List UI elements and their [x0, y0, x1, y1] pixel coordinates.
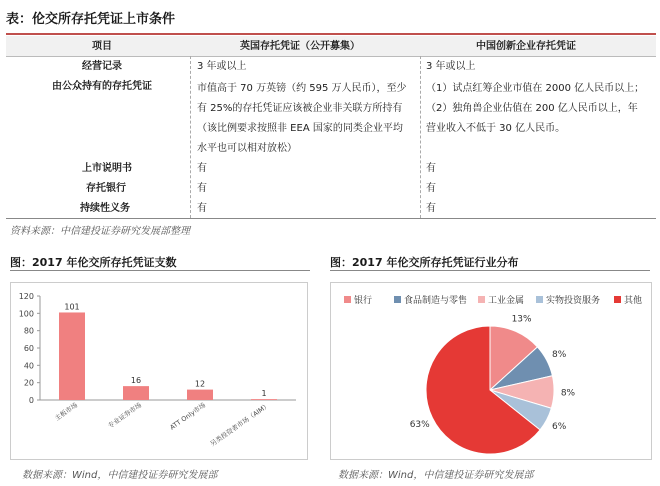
bar-chart-title: 图：2017 年伦交所存托凭证支数	[10, 256, 177, 269]
y-tick-label: 40	[23, 361, 34, 371]
row-uk-value: 3 年或以上	[197, 61, 247, 72]
row-cn-value: 有	[426, 183, 436, 194]
row-label: 由公众持有的存托凭证	[52, 81, 152, 92]
legend-swatch	[536, 296, 543, 303]
column-divider	[420, 56, 422, 218]
bar-value-label: 12	[194, 379, 206, 389]
bar-chart-source: 数据来源：Wind，中信建投证券研究发展部	[22, 470, 218, 481]
row-cn-value: 有	[426, 163, 436, 174]
pie-slice-label: 8%	[552, 349, 567, 360]
row-uk-value: 有	[197, 203, 207, 214]
bar	[251, 399, 277, 400]
legend-label: 其他	[624, 296, 643, 306]
y-tick-label: 80	[23, 326, 34, 336]
row-uk-value: （该比例要求按照非 EEA 国家的同类企业平均	[197, 123, 403, 134]
pie-chart-title: 图：2017 年伦交所存托凭证行业分布	[330, 256, 519, 269]
header-uk: 英国存托凭证（公开募集）	[240, 41, 360, 52]
row-cn-value: 3 年或以上	[426, 61, 476, 72]
legend-swatch	[344, 296, 351, 303]
pie-chart-title-rule	[330, 270, 650, 271]
pie-chart	[330, 282, 650, 458]
header-item: 项目	[92, 41, 112, 52]
bar	[123, 386, 149, 400]
y-tick-label: 20	[23, 378, 34, 388]
x-tick-label: ATT Only市场	[168, 401, 208, 432]
row-cn-value: （2）独角兽企业估值在 200 亿人民币以上，年	[426, 103, 638, 114]
legend-label: 工业金属	[488, 296, 525, 306]
y-tick-label: 0	[28, 396, 34, 405]
y-tick-label: 100	[18, 309, 34, 319]
y-tick-label: 120	[18, 292, 34, 301]
legend-swatch	[614, 296, 621, 303]
bar	[59, 312, 85, 400]
pie-slice-label: 63%	[409, 419, 430, 430]
row-cn-value: 有	[426, 203, 436, 214]
legend-label: 食品制造与零售	[404, 296, 468, 306]
bar-value-label: 1	[261, 389, 267, 399]
row-label: 持续性义务	[80, 203, 130, 214]
pie-slice-label: 13%	[511, 314, 532, 325]
legend-label: 银行	[354, 296, 373, 306]
table-top-rule	[6, 33, 656, 35]
row-label: 上市说明书	[82, 163, 132, 174]
row-uk-value: 水平也可以相对放松）	[197, 143, 297, 154]
row-uk-value: 有 25%的存托凭证应该被企业非关联方所持有	[197, 103, 403, 114]
column-divider	[190, 56, 192, 218]
x-tick-label: 专业证券市场	[106, 401, 144, 431]
row-uk-value: 有	[197, 183, 207, 194]
bar	[187, 390, 213, 400]
pie-slice-label: 6%	[552, 422, 567, 433]
table-bottom-rule	[6, 218, 656, 219]
legend-label: 实物投资服务	[546, 296, 601, 306]
row-cn-value: 营业收入不低于 30 亿人民币。	[426, 123, 566, 134]
legend-swatch	[478, 296, 485, 303]
table-source: 资料来源：中信建投证券研究发展部整理	[10, 226, 190, 237]
pie-slice-label: 8%	[560, 388, 576, 399]
x-tick-label: 主板市场	[53, 401, 80, 423]
y-tick-label: 60	[23, 344, 34, 353]
row-cn-value: （1）试点红筹企业市值在 2000 亿人民币以上；	[426, 83, 645, 94]
bar-value-label: 101	[64, 302, 80, 312]
row-label: 经营记录	[82, 61, 122, 72]
bar-chart-title-rule	[10, 270, 310, 271]
bar-value-label: 16	[130, 376, 142, 386]
row-label: 存托银行	[86, 183, 126, 194]
bar-chart	[10, 282, 306, 458]
legend-swatch	[394, 296, 401, 303]
header-cn: 中国创新企业存托凭证	[476, 41, 576, 52]
pie-chart-source: 数据来源：Wind，中信建投证券研究发展部	[338, 470, 534, 481]
table-title: 表：伦交所存托凭证上市条件	[6, 12, 176, 27]
x-tick-label: 另类投资者市场（AIM）	[208, 401, 272, 449]
row-uk-value: 市值高于 70 万英镑（约 595 万人民币），至少	[197, 83, 407, 94]
row-uk-value: 有	[197, 163, 207, 174]
